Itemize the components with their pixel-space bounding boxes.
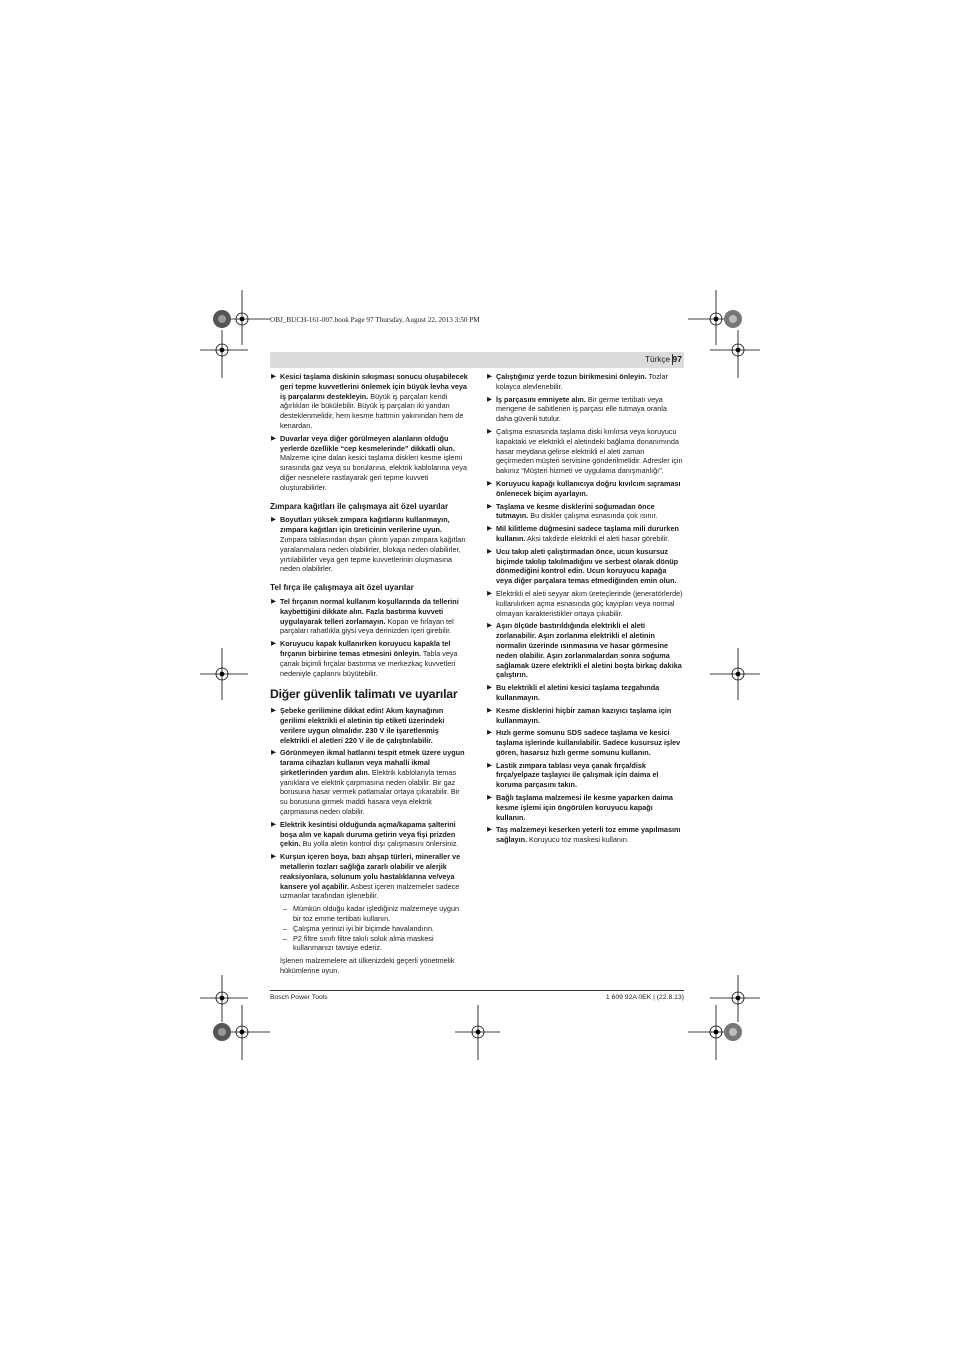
dash-bullet-icon: – [283, 923, 288, 933]
item-bold-text: Elektrik kesintisi olduğunda açma/kapama şalterini boşa alın ve kapalı duruma getirin veya fişi prizden çekin. [280, 819, 456, 849]
item-bold-text: Bu elektrikli el aletini kesici taşlama tezgahında kullanmayın. [496, 683, 660, 702]
arrow-bullet-icon: ▶ [271, 749, 276, 757]
dash-bullet-icon: – [283, 933, 288, 943]
dash-item-text: P2 filtre sınıfı filtre takılı soluk alma maskesi kullanmanızı tavsiye ederiz. [293, 933, 434, 953]
arrow-bullet-icon: ▶ [487, 525, 492, 533]
arrow-bullet-icon: ▶ [487, 547, 492, 555]
dash-item [270, 934, 468, 954]
dash-item-text: Çalışma yerinizi iyi bir biçimde havalandırın. [293, 923, 435, 933]
print-slug: OBJ_BUCH-161-007.book Page 97 Thursday, August 22, 2013 3:50 PM [270, 316, 480, 324]
list-item [486, 825, 684, 845]
regulation-note: İşlenen malzemelere ait ülkenizdeki geçerli yönetmelik hükümlerine uyun. [280, 956, 455, 976]
item-bold-text: Koruyucu kapağı kullanıcıya doğru kıvılcım sıçraması önlenecek biçim ayarlayın. [496, 478, 681, 498]
list-item [486, 479, 684, 499]
dash-bullet-icon: – [283, 904, 288, 914]
list-item [486, 524, 684, 544]
item-bold-text: Kesme disklerini hiçbir zaman kazıyıcı taşlama için kullanmayın. [496, 705, 672, 725]
list-item [486, 793, 684, 822]
dash-item [270, 904, 468, 924]
item-bold-text: Taşlama ve kesme disklerini soğumadan önce tutmayın. [496, 501, 655, 521]
arrow-bullet-icon: ▶ [487, 395, 492, 403]
list-items-d [270, 706, 468, 901]
item-bold-text: Ucu takıp aleti çalıştırmadan önce, ucun kusursuz biçimde takılıp takılmadığını ve serbest olarak dönüp dönmediğini kontrol edin. Ucun koruyucu kapağa veya diğer parçalara temas etmediğinden emin olun. [496, 546, 679, 586]
item-body-text: Tozlar kolayca alevlenebilir. [496, 372, 668, 391]
list-item [486, 728, 684, 757]
list-item [270, 434, 468, 493]
list-item [486, 372, 684, 392]
arrow-bullet-icon: ▶ [487, 479, 492, 487]
list-item [270, 820, 468, 849]
arrow-bullet-icon: ▶ [487, 729, 492, 737]
subheading-sandpaper: Zımpara kağıtları ile çalışmaya ait özel uyarılar [270, 501, 449, 511]
list-item [486, 502, 684, 522]
list-item [486, 427, 684, 476]
page-number: 97 [672, 354, 682, 364]
item-body-text: Malzeme içine dalan kesici taşlama diskleri kesme işlemi sırasında gaz veya su borularına, elektrik kablolarına veya diğer nesnelere rastlayarak geri tepme kuvveti oluşturabilirler. [280, 453, 467, 492]
arrow-bullet-icon: ▶ [271, 597, 276, 605]
item-body-text: Koruyucu toz maskesi kullanın. [527, 835, 629, 845]
left-column [270, 372, 468, 976]
item-body-text: Asbest içeren malzemeler sadece uzmanlar tarafından işlenebilir. [280, 881, 460, 901]
item-body-text: Bu yolla aletin kontrol dışı çalışmasını önlersiniz. [300, 839, 459, 849]
dash-list [270, 904, 468, 953]
dash-item [270, 924, 468, 934]
item-body-text: Kopan ve fırlayan tel parçaları rahatlıkla giysi veya derinizden içeri girebilir. [280, 616, 454, 636]
list-item [270, 706, 468, 745]
item-bold-text: Görünmeyen ikmal hatlarını tespit etmek üzere uygun tarama cihazları kullanın veya mahalli ikmal şirketlerinden yardım alın. [280, 748, 465, 777]
item-bold-text: Şebeke gerilimine dikkat edin! Akım kaynağının gerilimi elektrikli el aletinin tip etiketi üzerindeki verilere uygun olmalıdır. 230 V ile işaretlenmiş elektrikli el aletleri 220 V ile de çalıştırılabilir. [280, 706, 445, 745]
item-bold-text: Çalıştığınız yerde tozun birikmesini önleyin. [496, 372, 647, 381]
arrow-bullet-icon: ▶ [271, 820, 276, 828]
item-bold-text: Koruyucu kapak kullanırken koruyucu kapakla tel fırçanın birbirine temas etmesini önleyin. [280, 639, 451, 658]
item-bold-text: Duvarlar veya diğer görülmeyen alanların olduğu yerlerde özellikle “cep kesmelerinde” dikkatli olun. [280, 433, 455, 453]
list-item [486, 547, 684, 586]
arrow-bullet-icon: ▶ [487, 684, 492, 692]
list-item [486, 621, 684, 680]
item-body-text: Tabla veya çanak biçimli fırçalar bastırma ve merkezkaç kuvvetleri nedeniyle çaplarını büyütebilir. [280, 648, 458, 678]
list-item [486, 761, 684, 790]
item-body-text: Elektrik kablolarıyla temas yanıklara ve elektrik çarpmasına neden olabilir. Bir gaz borusuna hasar vermek patlamalar ortaya çıkarabilir. Bir su borusuna girmek maddi hasara veya elektrik çarpmasına neden olabilir. [280, 767, 460, 817]
arrow-bullet-icon: ▶ [487, 622, 492, 630]
arrow-bullet-icon: ▶ [271, 434, 276, 442]
right-column [486, 372, 684, 848]
list-item [270, 852, 468, 901]
list-item [270, 748, 468, 817]
list-items-a [270, 372, 468, 493]
item-bold-text: Boyutları yüksek zımpara kağıtlarını kullanmayın, zımpara kağıtları için üreticinin verilerine uyun. [280, 515, 450, 535]
list-items-c [270, 597, 468, 678]
list-items-right [486, 372, 684, 845]
item-bold-text: Taş malzemeyi keserken yeterli toz emme yapılmasını sağlayın. [496, 825, 681, 845]
list-item [270, 597, 468, 636]
item-bold-text: Lastik zımpara tablası veya çanak fırça/disk fırça/yelpaze taşlayıcı ile çalışmak için daima el koruma parçasını takın. [496, 760, 659, 790]
item-bold-text: İş parçasını emniyete alın. [496, 394, 586, 404]
arrow-bullet-icon: ▶ [487, 502, 492, 510]
arrow-bullet-icon: ▶ [271, 707, 276, 715]
item-body-text: Büyük iş parçaları kendi ağırlıkları ile bükülebilir. Büyük iş parçaları iki yandan desteklenmelidir, hem kesme hattının yakınından hem de kenardan. [280, 391, 464, 430]
arrow-bullet-icon: ▶ [271, 640, 276, 648]
item-body-text: Zımpara tablasından dışarı çıkıntı yapan zımpara kağıtları yaralanmalara neden olabilirler, blokaja neden olabilirler, yırtılabilirler veya geri tepme kuvvetlerinin oluşmasına neden olabilirler. [280, 534, 466, 574]
arrow-bullet-icon: ▶ [487, 427, 492, 435]
item-bold-text: Kurşun içeren boya, bazı ahşap türleri, mineraller ve metallerin tozları sağlığa zararlı olabilir ve alerjik reaksiyonlara, solunum yolu hastalıklarına ve/veya kansere yol açabilir. [280, 852, 461, 891]
list-item [270, 515, 468, 574]
arrow-bullet-icon: ▶ [271, 373, 276, 380]
item-bold-text: Tel fırçanın normal kullanım koşullarında da tellerini kaybettiğini dikkate alın. Fazla bastırma kuvveti uygulayarak telleri zorlamayın. [280, 596, 459, 626]
header-bar [270, 352, 684, 368]
dash-item-text: Mümkün olduğu kadar işlediğiniz malzemeye uygun bir toz emme tertibatı kullanın. [293, 904, 460, 924]
item-body-text: Bir germe tertibatı veya mengene ile sabitlenen iş parçası elle tutmaya oranla daha güvenli tutulur. [496, 394, 667, 424]
list-item [270, 372, 468, 431]
arrow-bullet-icon: ▶ [487, 706, 492, 714]
item-bold-text: Aşırı ölçüde bastırıldığında elektrikli el aleti zorlanabilir. Aşırı zorlanma elektrikli el aletinin normalin üzerinde ısınmasına ve hasar görmesine neden olabilir. Aşırı zorlanmalardan sonra soğuma sağlamak üzere elektrikli el aletini boşta birkaç dakika çalıştırın. [496, 621, 682, 680]
footer-code: 1 609 92A 0EK | (22.8.13) [605, 994, 684, 1001]
arrow-bullet-icon: ▶ [487, 794, 492, 802]
item-bold-text: Mil kilitleme düğmesini sadece taşlama mili dururken kullanın. [496, 524, 679, 543]
arrow-bullet-icon: ▶ [487, 589, 492, 597]
arrow-bullet-icon: ▶ [487, 373, 492, 380]
arrow-bullet-icon: ▶ [487, 761, 492, 769]
item-bold-text: Hızlı germe somunu SDS sadece taşlama ve kesici taşlama işlerinde kullanılabilir. Sadece kusursuz işlev gören, hasarsız hızlı germe somunu kullanın. [496, 728, 681, 757]
list-item [486, 589, 684, 618]
list-item [270, 639, 468, 678]
list-items-b [270, 515, 468, 574]
header-language: Türkçe [644, 355, 670, 364]
section-heading: Diğer güvenlik talimatı ve uyarılar [270, 687, 458, 702]
arrow-bullet-icon: ▶ [487, 826, 492, 834]
item-body-text: Çalışma esnasında taşlama diski kırılırsa veya koruyucu kapaktaki ve elektrikli el aletindeki bağlama donanımında hasar meydana gelirse elektrikli el aleti zaman geçirmeden müşteri servisine gönderilmelidir. Adresler için bakınız “Müşteri hizmeti ve uygulama danışmanlığı”. [496, 426, 683, 476]
arrow-bullet-icon: ▶ [271, 516, 276, 524]
item-body-text: Bu diskler çalışma esnasında çok ısınır. [528, 511, 658, 521]
list-item [486, 395, 684, 424]
item-body-text: Aksi takdirde elektrikli el aleti hasar görebilir. [525, 533, 670, 543]
subheading-wire-brush: Tel fırça ile çalışmaya ait özel uyarılar [270, 583, 414, 593]
item-bold-text: Kesici taşlama diskinin sıkışması sonucu oluşabilecek geri tepme kuvvetlerini önlemek için büyük levha veya iş parçalarını destekleyin. [280, 372, 468, 401]
footer-rule [270, 990, 684, 991]
arrow-bullet-icon: ▶ [271, 853, 276, 861]
list-item [486, 683, 684, 703]
footer-brand: Bosch Power Tools [270, 994, 328, 1001]
item-bold-text: Bağlı taşlama malzemesi ile kesme yaparken daima kesme işlemi için öngörülen koruyucu kapağı kullanın. [496, 793, 673, 822]
item-body-text: Elektrikli el aleti seyyar akım üreteçlerinde (jeneratörlerde) kullanılırken açma esnasında güç kayıpları veya normal olmayan karakteristikler ortaya çıkabilir. [496, 588, 683, 618]
list-item [486, 706, 684, 726]
